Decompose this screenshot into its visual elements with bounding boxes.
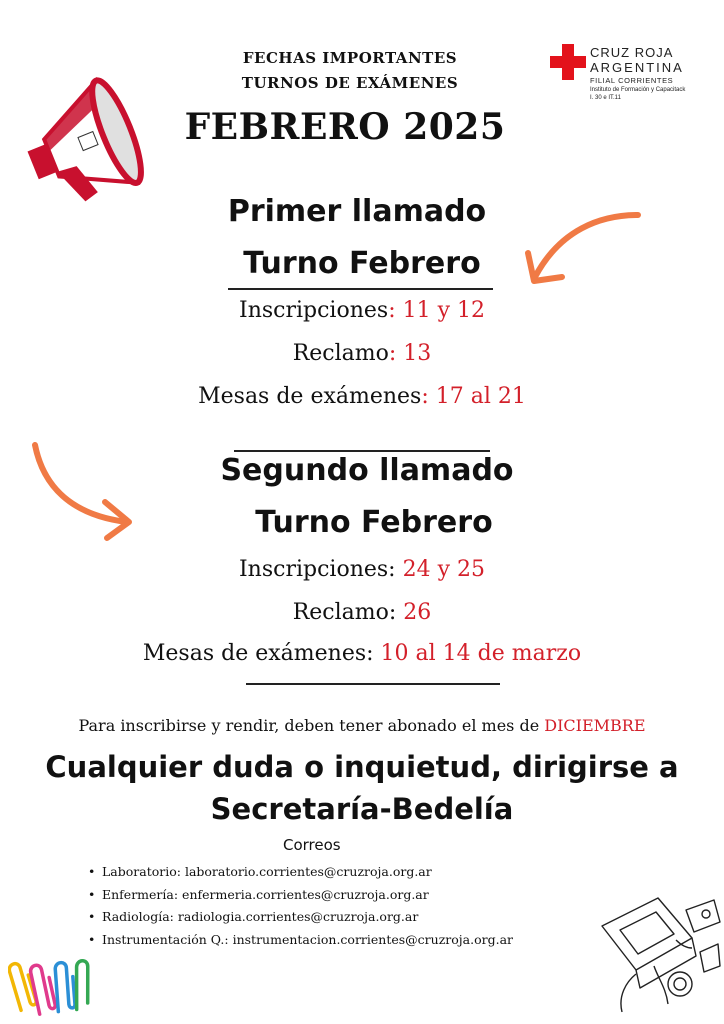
red-cross-icon [550, 44, 586, 80]
mesas-value: 10 al 14 de marzo [380, 641, 582, 666]
logo [590, 45, 720, 102]
mesas-label: Mesas de exámenes: [142, 641, 374, 666]
email-address[interactable]: radiologia.corrientes@cruzroja.org.ar [177, 909, 419, 924]
list-item [88, 906, 513, 929]
second-call-inscripciones [0, 557, 724, 582]
paperclips-icon [8, 948, 93, 1020]
email-address[interactable]: instrumentacion.corrientes@cruzroja.org.ar [232, 931, 513, 947]
divider [246, 683, 500, 685]
notice-highlight: DICIEMBRE [544, 716, 646, 735]
second-call-title: Segundo llamado [220, 453, 514, 488]
reclamo-label: Reclamo: [292, 600, 397, 625]
logo-line1: CRUZ ROJA [590, 45, 674, 60]
header-line2: TURNOS DE EXÁMENES [241, 74, 459, 92]
inscripciones-label: Inscripciones [239, 298, 389, 323]
email-label: Radiología: [102, 909, 174, 924]
email-label: Instrumentación Q.: [102, 931, 229, 947]
reclamo-label: Reclamo [292, 341, 389, 366]
first-call-inscripciones [0, 298, 724, 323]
emails-label: Correos [283, 836, 341, 854]
inscripciones-value: 24 y 25 [402, 557, 485, 582]
email-label: Enfermería: [102, 886, 179, 902]
inscripciones-value: : 11 y 12 [388, 298, 485, 323]
first-call-reclamo [0, 341, 724, 366]
megaphone-icon [8, 70, 158, 215]
contact-office: Secretaría-Bedelía [210, 792, 514, 826]
email-label: Laboratorio: [102, 864, 181, 879]
first-call-subtitle: Turno Febrero [243, 246, 481, 281]
logo-line3: FILIAL CORRIENTES [590, 76, 674, 85]
email-address[interactable]: enfermeria.corrientes@cruzroja.org.ar [182, 886, 429, 902]
divider [234, 450, 490, 452]
mesas-value: : 17 al 21 [421, 384, 526, 409]
header-line1: FECHAS IMPORTANTES [242, 49, 458, 67]
second-call-subtitle: Turno Febrero [255, 505, 493, 540]
first-call-title: Primer llamado [227, 194, 487, 229]
payment-notice [0, 716, 724, 735]
notice-text: Para inscribirse y rendir, deben tener abonado el mes de [78, 716, 545, 735]
logo-line4: Instituto de Formación y Capacitack [590, 87, 686, 93]
logo-line2: ARGENTINA [590, 60, 684, 75]
second-call-mesas [0, 641, 724, 666]
list-item [88, 929, 513, 952]
list-item [88, 861, 513, 884]
email-list [88, 861, 513, 951]
second-call-reclamo [0, 600, 724, 625]
logo-line5: I. 30 e IT.11 [590, 95, 621, 101]
header-subtitle [180, 46, 520, 96]
page-title: FEBRERO 2025 [184, 106, 506, 148]
list-item [88, 884, 513, 907]
mesas-label: Mesas de exámenes [198, 384, 422, 409]
divider [228, 288, 493, 290]
reclamo-value: : 13 [388, 341, 432, 366]
first-call-mesas [0, 384, 724, 409]
desk-illustration-icon [596, 892, 722, 1020]
reclamo-value: 26 [403, 600, 432, 625]
contact-heading: Cualquier duda o inquietud, dirigirse a [45, 750, 679, 784]
email-address[interactable]: laboratorio.corrientes@cruzroja.org.ar [184, 864, 432, 879]
inscripciones-label: Inscripciones: [238, 557, 396, 582]
